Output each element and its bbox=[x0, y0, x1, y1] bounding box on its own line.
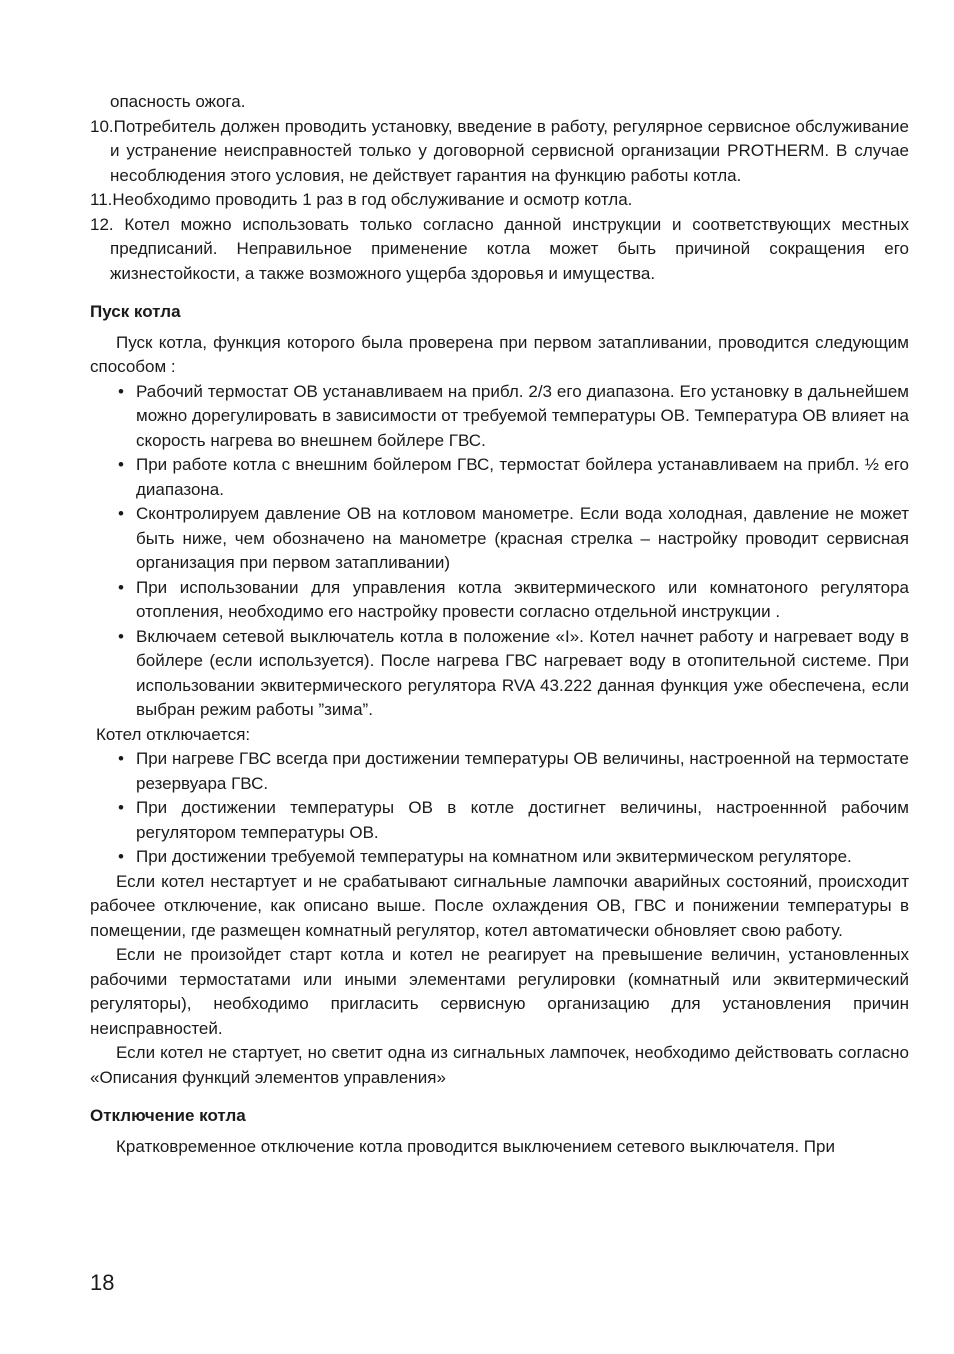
continuation-text: опасность ожога. bbox=[110, 92, 246, 111]
numbered-item-10: 10.Потребитель должен проводить установку, введение в работу, регулярное сервисное обслуживание и устранение неисправностей только у договорной сервисной организации PROTHERM. В случае несоблюдения этого условия, не действует гарантия на функцию работы котла. bbox=[90, 116, 909, 185]
bullet-icon: • bbox=[118, 847, 124, 866]
list-item: • При нагреве ГВС всегда при достижении температуры ОВ величины, настроенной на термостате резервуара ГВС. bbox=[118, 749, 909, 793]
paragraph: Если не произойдет старт котла и котел не реагирует на превышение величин, установленных рабочими термостатами или иными элементами регулировки (комнатный или эквитермический регуляторы), необходимо пригласить сервисную организацию для установления причин неисправностей. bbox=[90, 945, 909, 1038]
list-item: • При использовании для управления котла эквитермического или комнатоного регулятора отопления, необходимо его настройку провести согласно отдельной инструкции . bbox=[118, 577, 909, 621]
list-item: • Рабочий термостат ОВ устанавливаем на прибл. 2/3 его диапазона. Его установку в дальнейшем можно дорегулировать в зависимости от требуемой температуры ОВ. Температура ОВ влияет на скорость нагрева во внешнем бойлере ГВС. bbox=[118, 381, 909, 450]
shutdown-text: Кратковременное отключение котла проводится выключением сетевого выключателя. При bbox=[116, 1136, 835, 1156]
bullet-icon: • bbox=[118, 749, 124, 768]
list-item: • При достижении требуемой температуры на комнатном или эквитермическом регуляторе. bbox=[90, 845, 909, 870]
section-heading-start: Пуск котла bbox=[90, 302, 181, 321]
bullet-icon: • bbox=[118, 798, 124, 817]
section-heading-shutdown: Отключение котла bbox=[90, 1106, 246, 1125]
bullet-icon: • bbox=[118, 626, 124, 646]
list-item: • Сконтролируем давление ОВ на котловом манометре. Если вода холодная, давление не может быть ниже, чем обозначено на манометре (красная стрелка – настройку проводит сервисная организация при первом затапливании) bbox=[118, 504, 909, 572]
paragraph: Если котел не стартует, но светит одна из сигнальных лампочек, необходимо действовать согласно «Описания функций элементов управления» bbox=[90, 1043, 909, 1087]
start-intro: Пуск котла, функция которого была проверена при первом затапливании, проводится следующим способом : bbox=[90, 332, 909, 376]
list-item: • При работе котла с внешним бойлером ГВС, термостат бойлера устанавливаем на прибл. ½ его диапазона. bbox=[118, 455, 909, 499]
numbered-item-12: 12. Котел можно использовать только согласно данной инструкции и соответствующих местных предписаний. Неправильное применение котла может быть причиной сокращения его жизнестойкости, а также возможного ущерба здоровья и имущества. bbox=[90, 214, 909, 283]
list-item: • Включаем сетевой выключатель котла в положение «I». Котел начнет работу и нагревает воду в бойлере (если используется). После нагрева ГВС нагревает воду в отопительной системе. При использовании эквитермического регулятора RVA 43.222 данная функция уже обеспечена, если выбран режим работы ”зима”. bbox=[118, 626, 909, 719]
numbered-item-11: 11.Необходимо проводить 1 раз в год обслуживание и осмотр котла. bbox=[90, 190, 633, 209]
off-label: Котел отключается: bbox=[96, 724, 251, 744]
page-number: 18 bbox=[90, 1270, 115, 1295]
document-page bbox=[90, 90, 909, 1159]
list-item: • При достижении температуры ОВ в котле достигнет величины, настроеннной рабочим регулятором температуры ОВ. bbox=[118, 798, 909, 842]
bullet-icon: • bbox=[118, 455, 124, 474]
off-bullet-list bbox=[90, 747, 909, 870]
start-bullet-list bbox=[90, 380, 909, 723]
bullet-icon: • bbox=[118, 504, 124, 523]
bullet-icon: • bbox=[118, 577, 124, 597]
paragraph: Если котел нестартует и не срабатывают сигнальные лампочки аварийных состояний, происходит рабочее отключение, как описано выше. После охлаждения ОВ, ГВС и понижении температуры в помещении, где размещен комнатный регулятор, котел автоматически обновляет свою работу. bbox=[90, 871, 909, 940]
bullet-icon: • bbox=[118, 381, 124, 401]
